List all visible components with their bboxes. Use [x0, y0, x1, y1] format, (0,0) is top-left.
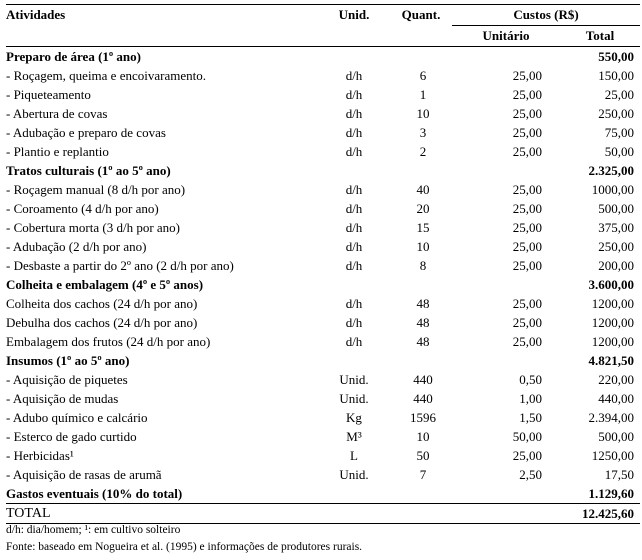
header-unid: Unid.	[318, 5, 390, 26]
unit-cell: d/h	[345, 124, 363, 140]
total-cost-cell: 1200,00	[591, 295, 634, 311]
total-cost-cell: 1000,00	[591, 181, 634, 197]
unit-cost-cell: 25,00	[512, 124, 542, 140]
activity-cell: - Abertura de covas	[6, 105, 108, 121]
table-row	[6, 180, 640, 199]
activity-cell: - Cobertura morta (3 d/h por ano)	[6, 219, 181, 235]
total-cost-cell: 250,00	[598, 105, 634, 121]
quantity-cell: 50	[416, 447, 430, 463]
note-legend: d/h: dia/homem; ¹: em cultivo solteiro	[6, 524, 181, 536]
section-total: 4.821,50	[588, 352, 634, 368]
gastos-row	[6, 484, 640, 504]
quantity-cell: 48	[416, 295, 430, 311]
quantity-cell: 48	[416, 314, 430, 330]
header-unitario: Unitário	[452, 26, 560, 47]
activity-cell: - Esterco de gado curtido	[6, 428, 137, 444]
table-row	[6, 199, 640, 218]
table-row	[6, 427, 640, 446]
unit-cell: d/h	[345, 67, 363, 83]
section-row	[6, 47, 640, 67]
unit-cost-cell: 50,00	[512, 428, 542, 444]
activity-cell: - Adubo químico e calcário	[6, 409, 148, 425]
total-cost-cell: 200,00	[598, 257, 634, 273]
unit-cost-cell: 25,00	[512, 181, 542, 197]
total-cost-cell: 17,50	[604, 466, 634, 482]
quantity-cell: 6	[419, 67, 427, 83]
table-row	[6, 142, 640, 161]
section-total: 3.600,00	[588, 276, 634, 292]
table-row	[6, 218, 640, 237]
unit-cost-cell: 25,00	[512, 143, 542, 159]
header-total: Total	[560, 26, 640, 47]
table-row	[6, 85, 640, 104]
gastos-label: Gastos eventuais (10% do total)	[6, 484, 560, 504]
activity-cell: - Aquisição de mudas	[6, 390, 119, 406]
quantity-cell: 440	[413, 390, 433, 406]
unit-cost-cell: 25,00	[512, 86, 542, 102]
unit-cost-cell: 25,00	[512, 295, 542, 311]
total-cost-cell: 150,00	[598, 67, 634, 83]
unit-cost-cell: 25,00	[512, 105, 542, 121]
table-row	[6, 370, 640, 389]
unit-cost-cell: 1,50	[519, 409, 542, 425]
activity-cell: Embalagem dos frutos (24 d/h por ano)	[6, 333, 211, 349]
quantity-cell: 10	[416, 238, 430, 254]
section-title: Colheita e embalagem (4º e 5º anos)	[6, 276, 204, 292]
quantity-cell: 7	[419, 466, 427, 482]
total-cost-cell: 1200,00	[591, 314, 634, 330]
header-row-1	[6, 5, 640, 26]
section-row	[6, 161, 640, 180]
table-row	[6, 104, 640, 123]
unit-cell: d/h	[345, 257, 363, 273]
total-cost-cell: 440,00	[598, 390, 634, 406]
table-row	[6, 313, 640, 332]
quantity-cell: 10	[416, 105, 430, 121]
section-title: Tratos culturais (1º ao 5º ano)	[6, 162, 171, 178]
table-row	[6, 237, 640, 256]
unit-cell: d/h	[345, 219, 363, 235]
quantity-cell: 8	[419, 257, 427, 273]
table-row	[6, 389, 640, 408]
total-cost-cell: 75,00	[604, 124, 634, 140]
section-title: Preparo de área (1º ano)	[6, 48, 141, 64]
unit-cell: d/h	[345, 86, 363, 102]
total-cost-cell: 1250,00	[591, 447, 634, 463]
header-custos: Custos (R$)	[452, 5, 640, 26]
unit-cell: d/h	[345, 314, 363, 330]
activity-cell: - Piqueteamento	[6, 86, 91, 102]
quantity-cell: 3	[419, 124, 427, 140]
quantity-cell: 20	[416, 200, 430, 216]
total-cost-cell: 375,00	[598, 219, 634, 235]
grand-total-value: 12.425,60	[560, 504, 640, 524]
activity-cell: - Adubação e preparo de covas	[6, 124, 166, 140]
unit-cell: d/h	[345, 238, 363, 254]
total-cost-cell: 2.394,00	[588, 409, 634, 425]
gastos-total: 1.129,60	[560, 484, 640, 504]
section-title: Insumos (1º ao 5º ano)	[6, 352, 130, 368]
unit-cell: d/h	[345, 105, 363, 121]
total-cost-cell: 25,00	[604, 86, 634, 102]
section-total: 2.325,00	[588, 162, 634, 178]
quantity-cell: 10	[416, 428, 430, 444]
table-row	[6, 465, 640, 484]
unit-cost-cell: 25,00	[512, 257, 542, 273]
activity-cell: - Herbicidas¹	[6, 447, 74, 463]
unit-cost-cell: 25,00	[512, 314, 542, 330]
unit-cost-cell: 25,00	[512, 333, 542, 349]
activity-cell: - Roçagem manual (8 d/h por ano)	[6, 181, 186, 197]
header-atividades: Atividades	[6, 5, 318, 26]
unit-cost-cell: 25,00	[512, 200, 542, 216]
activity-cell: - Coroamento (4 d/h por ano)	[6, 200, 159, 216]
activity-cell: - Aquisição de rasas de arumã	[6, 466, 162, 482]
table-row	[6, 408, 640, 427]
quantity-cell: 1	[419, 86, 427, 102]
quantity-cell: 15	[416, 219, 430, 235]
quantity-cell: 2	[419, 143, 427, 159]
grand-total-row	[6, 504, 640, 524]
header-quant: Quant.	[390, 5, 452, 26]
section-total: 550,00	[598, 48, 634, 64]
unit-cell: Kg	[346, 409, 362, 425]
unit-cell: d/h	[345, 143, 363, 159]
unit-cell: d/h	[345, 200, 363, 216]
unit-cell: d/h	[345, 333, 363, 349]
unit-cell: d/h	[345, 295, 363, 311]
unit-cost-cell: 25,00	[512, 447, 542, 463]
total-cost-cell: 500,00	[598, 200, 634, 216]
unit-cell: Unid.	[339, 371, 369, 387]
activity-cell: - Plantio e replantio	[6, 143, 109, 159]
table-row	[6, 294, 640, 313]
unit-cost-cell: 1,00	[519, 390, 542, 406]
total-cost-cell: 1200,00	[591, 333, 634, 349]
unit-cost-cell: 0,50	[519, 371, 542, 387]
activity-cell: - Adubação (2 d/h por ano)	[6, 238, 147, 254]
unit-cell: d/h	[345, 181, 363, 197]
grand-total-label: TOTAL	[6, 504, 560, 524]
activity-cell: Debulha dos cachos (24 d/h por ano)	[6, 314, 198, 330]
total-cost-cell: 250,00	[598, 238, 634, 254]
quantity-cell: 440	[413, 371, 433, 387]
activity-cell: Colheita dos cachos (24 d/h por ano)	[6, 295, 198, 311]
unit-cost-cell: 2,50	[519, 466, 542, 482]
activity-cell: - Aquisição de piquetes	[6, 371, 128, 387]
unit-cost-cell: 25,00	[512, 67, 542, 83]
table-row	[6, 332, 640, 351]
table-row	[6, 123, 640, 142]
unit-cost-cell: 25,00	[512, 219, 542, 235]
quantity-cell: 1596	[410, 409, 436, 425]
table-row	[6, 256, 640, 275]
total-cost-cell: 500,00	[598, 428, 634, 444]
quantity-cell: 48	[416, 333, 430, 349]
unit-cell: M³	[346, 428, 362, 444]
section-row	[6, 275, 640, 294]
table-row	[6, 66, 640, 85]
unit-cell: Unid.	[339, 466, 369, 482]
total-cost-cell: 220,00	[598, 371, 634, 387]
activity-cell: - Roçagem, queima e encoivaramento.	[6, 67, 206, 83]
section-row	[6, 351, 640, 370]
unit-cell: L	[350, 447, 358, 463]
note-source: Fonte: baseado em Nogueira et al. (1995) e informações de produtores rurais.	[6, 541, 363, 553]
header-row-2	[6, 26, 640, 47]
activity-cell: - Desbaste a partir do 2º ano (2 d/h por ano)	[6, 257, 234, 273]
total-cost-cell: 50,00	[604, 143, 634, 159]
table-notes	[6, 522, 362, 556]
quantity-cell: 40	[416, 181, 430, 197]
unit-cell: Unid.	[339, 390, 369, 406]
unit-cost-cell: 25,00	[512, 238, 542, 254]
cost-table	[6, 4, 640, 524]
table-row	[6, 446, 640, 465]
